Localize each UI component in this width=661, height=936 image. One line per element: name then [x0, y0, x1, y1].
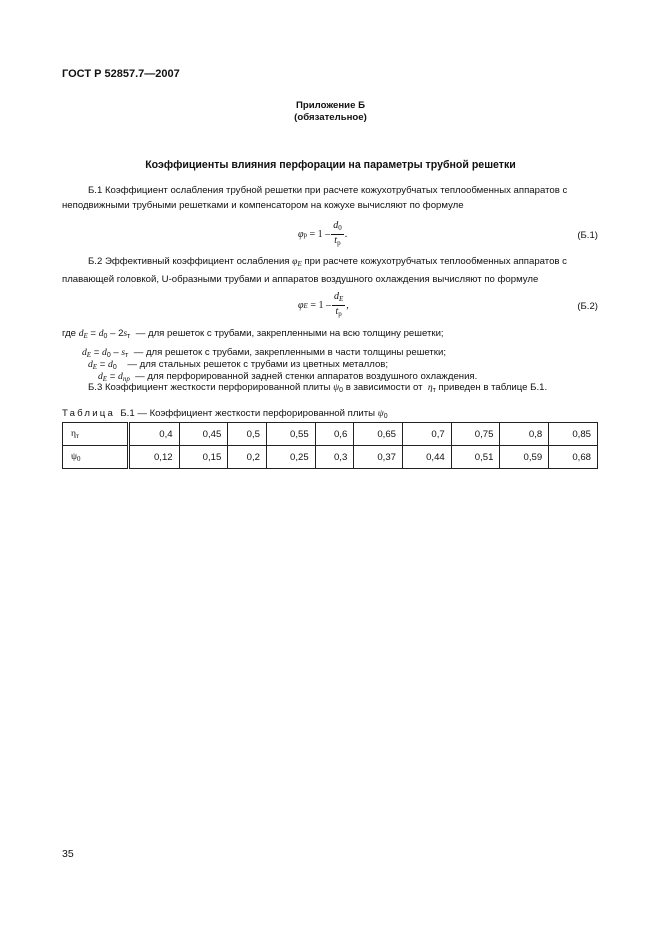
table-cell: 0,44: [403, 446, 452, 469]
table-cell: 0,4: [129, 423, 180, 446]
eq2-eq: = 1 –: [307, 300, 331, 311]
paragraph-b2-line2: плавающей головкой, U-образными трубами и аппаратов воздушного охлаждения вычисляют по формуле: [62, 274, 539, 285]
table-caption-text: Б.1 — Коэффициент жесткости перфорированной плиты: [120, 408, 376, 419]
eq1-num-sub: 0: [338, 224, 342, 232]
eq2-den-sub: p: [338, 310, 342, 318]
paragraph-b3-c: приведен в таблице Б.1.: [438, 382, 548, 393]
phi-e-symbol: φ: [292, 256, 298, 267]
paragraph-b1-line2: неподвижными трубными решетками и компенсатором на кожухе вычисляют по формуле: [62, 200, 464, 211]
definition-3-text: — для стальных решеток с трубами из цветных металлов;: [127, 359, 389, 370]
table-cell: 0,37: [354, 446, 403, 469]
eta-sub: т: [432, 387, 436, 394]
eq2-lhs: φ: [298, 300, 304, 311]
definition-3: $d_E = d_0$ — для стальных решеток с трубами из цветных металлов;: [88, 359, 389, 371]
definition-2: $d_E = d_0 - s_т$ — для решеток с трубами, закрепленными в части толщины решетки;: [82, 347, 447, 359]
appendix-status: (обязательное): [294, 112, 367, 123]
paragraph-b2: [62, 254, 598, 287]
row-header-psi: $\psi_0$: [63, 446, 129, 469]
definition-1-text: — для решеток с трубами, закрепленными на всю толщину решетки;: [135, 328, 444, 339]
table-cell: 0,68: [549, 446, 598, 469]
table-cell: 0,45: [179, 423, 228, 446]
eq1-lhs: φ: [298, 229, 304, 240]
table-cell: 0,85: [549, 423, 598, 446]
paragraph-b3-a: Б.3 Коэффициент жесткости перфорированной плиты: [88, 382, 331, 393]
eq2-lhs-sub: E: [303, 301, 308, 310]
paragraph-b3: [88, 382, 547, 397]
table-cell: 0,75: [451, 423, 500, 446]
table-cell: 0,8: [500, 423, 549, 446]
table-cell: 0,51: [451, 446, 500, 469]
table-cell: 0,2: [228, 446, 267, 469]
table-caption-word: Таблица: [62, 408, 116, 419]
eq1-lhs-sub: p: [303, 230, 308, 239]
eta-symbol: η: [427, 382, 433, 393]
eq1-num: d: [333, 220, 339, 231]
table-cell: 0,25: [266, 446, 315, 469]
paragraph-b1: [62, 183, 598, 213]
eq1-fraction: [331, 220, 344, 249]
table-cell: 0,12: [129, 446, 180, 469]
section-heading: Коэффициенты влияния перфорации на параметры трубной решетки: [145, 159, 516, 171]
eq1-den-sub: p: [337, 239, 341, 247]
eq1-tail: .: [344, 229, 348, 240]
standard-code: ГОСТ Р 52857.7—2007: [62, 68, 180, 80]
psi-sub: 0: [339, 387, 344, 394]
table-caption-psi: ψ: [377, 408, 384, 419]
equation-b1-number: (Б.1): [577, 230, 598, 241]
eq1-den: t: [334, 235, 338, 246]
table-cell: 0,55: [266, 423, 315, 446]
eq2-num: d: [333, 291, 339, 302]
appendix-title: Приложение Б: [296, 100, 365, 111]
table-caption-psi-sub: 0: [383, 413, 388, 420]
stiffness-table: [62, 422, 598, 469]
eq2-den: t: [335, 306, 339, 317]
table-row: [63, 446, 598, 469]
paragraph-b2-line1b: при расчете кожухотрубчатых теплообменных аппаратов с: [304, 256, 567, 267]
table-cell: 0,59: [500, 446, 549, 469]
table-row: [63, 423, 598, 446]
table-cell: 0,7: [403, 423, 452, 446]
equation-b1: [298, 220, 347, 249]
table-cell: 0,65: [354, 423, 403, 446]
definition-4-text: — для перфорированной задней стенки аппаратов воздушного охлаждения.: [135, 371, 478, 382]
where-label: где: [62, 328, 77, 339]
page-number: 35: [62, 848, 74, 860]
eq1-eq: = 1 –: [307, 229, 331, 240]
equation-b2-number: (Б.2): [577, 301, 598, 312]
table-cell: 0,3: [315, 446, 354, 469]
row-header-eta: $\eta_т$: [63, 423, 129, 446]
equation-b2: [298, 291, 349, 320]
paragraph-b3-b: в зависимости от: [345, 382, 423, 393]
table-caption: [62, 408, 388, 420]
definition-2-text: — для решеток с трубами, закрепленными в части толщины решетки;: [133, 347, 447, 358]
table-cell: 0,5: [228, 423, 267, 446]
paragraph-b1-line1: Б.1 Коэффициент ослабления трубной решетки при расчете кожухотрубчатых теплообменных аппаратов с: [88, 185, 568, 196]
table-cell: 0,15: [179, 446, 228, 469]
eq2-tail: ,: [346, 300, 349, 311]
paragraph-b2-line1a: Б.2 Эффективный коэффициент ослабления: [88, 256, 290, 267]
eq2-fraction: [332, 291, 345, 320]
phi-e-sub: E: [297, 260, 302, 268]
table-cell: 0,6: [315, 423, 354, 446]
definition-1: где $d_E = d_0 - 2s_т$ — для решеток с трубами, закрепленными на всю толщину решетки;: [62, 328, 444, 340]
eq2-num-sub: E: [338, 295, 344, 303]
psi-symbol: ψ: [333, 382, 340, 393]
definition-4: $d_E = d_{пр}$ — для перфорированной задней стенки аппаратов воздушного охлаждения.: [98, 371, 478, 383]
